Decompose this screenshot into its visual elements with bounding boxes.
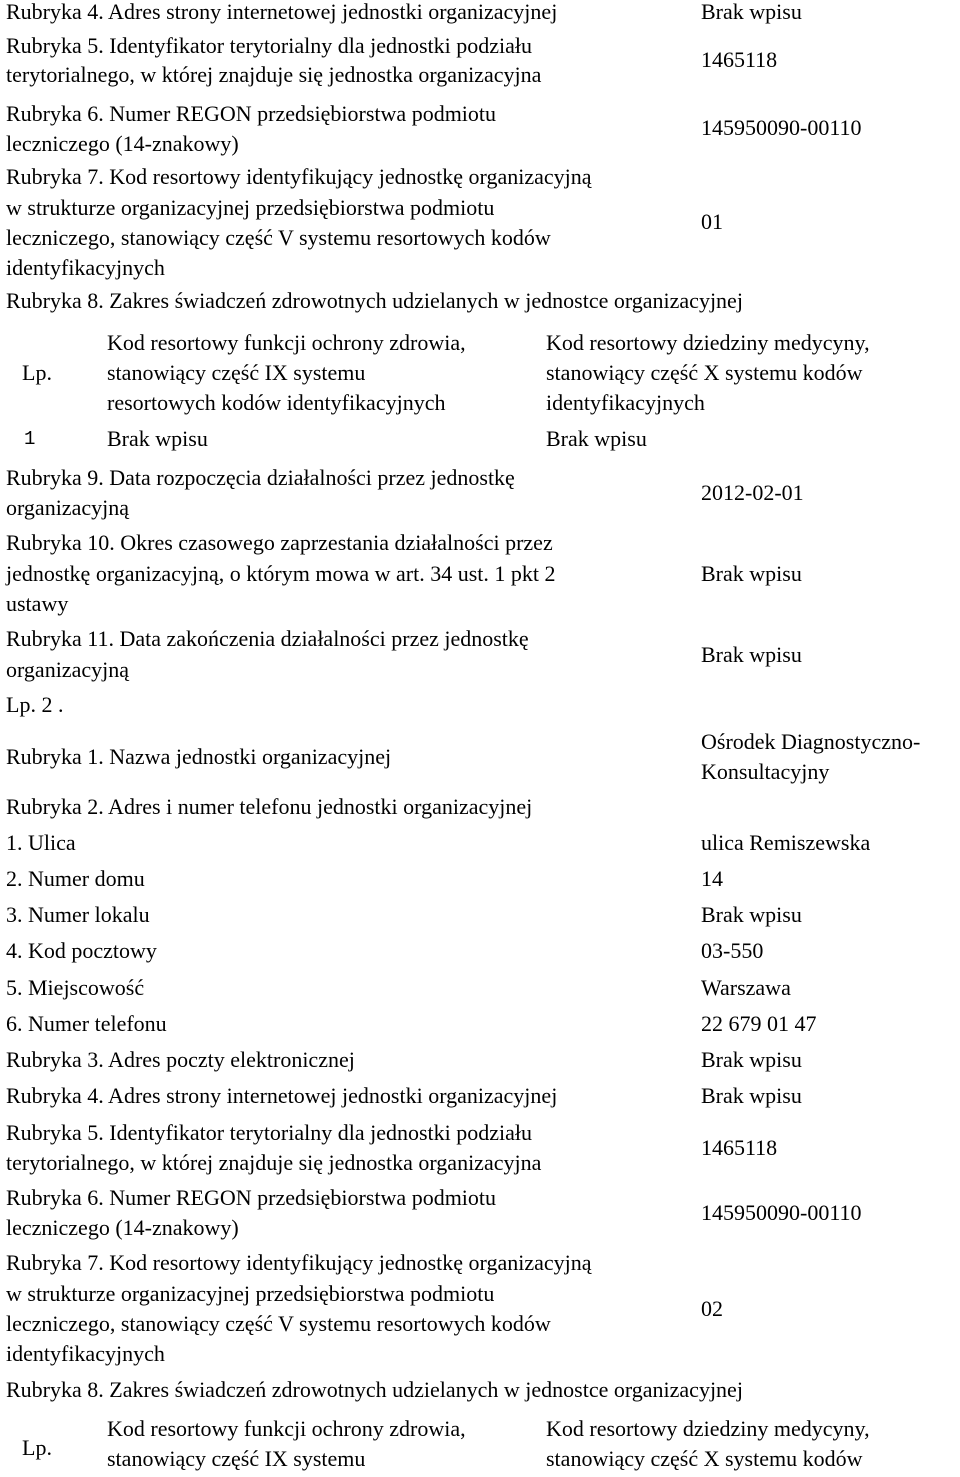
rubryka-10-label-line2: jednostkę organizacyjną, o którym mowa w art. 34 ust. 1 pkt 2 xyxy=(6,561,556,586)
unit-2-name-line1: Ośrodek Diagnostyczno- xyxy=(701,729,921,754)
rubryka-11-label-line2: organizacyjną xyxy=(6,657,129,682)
table2-header-ix-line1: Kod resortowy funkcji ochrony zdrowia, xyxy=(107,1416,466,1441)
rubryka-11-value: Brak wpisu xyxy=(701,642,802,667)
rubryka-6-label-line1: Rubryka 6. Numer REGON przedsiębiorstwa podmiotu xyxy=(6,101,497,126)
unit-2-rubryka-4-value: Brak wpisu xyxy=(701,1083,802,1108)
rubryka-9-label-line2: organizacyjną xyxy=(6,495,129,520)
address-value-telefon: 22 679 01 47 xyxy=(701,1011,817,1036)
rubryka-8-label: Rubryka 8. Zakres świadczeń zdrowotnych udzielanych w jednostce organizacyjnej xyxy=(6,288,743,313)
unit-2-rubryka-7-label-line4: identyfikacyjnych xyxy=(6,1341,165,1366)
table1-header-ix-line1: Kod resortowy funkcji ochrony zdrowia, xyxy=(107,330,466,355)
unit-2-rubryka-6-label-line2: leczniczego (14-znakowy) xyxy=(6,1215,239,1240)
unit-2-rubryka-2-label: Rubryka 2. Adres i numer telefonu jednostki organizacyjnej xyxy=(6,794,533,819)
unit-2-rubryka-3-value: Brak wpisu xyxy=(701,1047,802,1072)
unit-2-rubryka-6-value: 145950090-00110 xyxy=(701,1200,862,1225)
rubryka-6-value: 145950090-00110 xyxy=(701,115,862,140)
rubryka-7-label-line2: w strukturze organizacyjnej przedsiębiorstwa podmiotu xyxy=(6,195,495,220)
table2-header-x-line2: stanowiący część X systemu kodów xyxy=(546,1446,863,1471)
unit-2-rubryka-8-label: Rubryka 8. Zakres świadczeń zdrowotnych udzielanych w jednostce organizacyjnej xyxy=(6,1377,743,1402)
address-value-ulica: ulica Remiszewska xyxy=(701,830,871,855)
table1-header-ix-line3: resortowych kodów identyfikacyjnych xyxy=(107,390,446,415)
address-label-kod-pocztowy: 4. Kod pocztowy xyxy=(6,938,157,963)
unit-2-rubryka-7-value: 02 xyxy=(701,1296,723,1321)
unit-2-rubryka-6-label-line1: Rubryka 6. Numer REGON przedsiębiorstwa podmiotu xyxy=(6,1185,497,1210)
rubryka-11-label-line1: Rubryka 11. Data zakończenia działalności przez jednostkę xyxy=(6,626,529,651)
table1-header-x-line3: identyfikacyjnych xyxy=(546,390,705,415)
address-value-numer-lokalu: Brak wpisu xyxy=(701,902,802,927)
rubryka-7-label-line3: leczniczego, stanowiący część V systemu resortowych kodów xyxy=(6,225,551,250)
address-value-numer-domu: 14 xyxy=(701,866,723,891)
unit-2-rubryka-4-label: Rubryka 4. Adres strony internetowej jednostki organizacyjnej xyxy=(6,1083,558,1108)
unit-2-rubryka-1-label: Rubryka 1. Nazwa jednostki organizacyjnej xyxy=(6,744,392,769)
address-value-kod-pocztowy: 03-550 xyxy=(701,938,764,963)
rubryka-7-label-line1: Rubryka 7. Kod resortowy identyfikujący jednostkę organizacyjną xyxy=(6,164,592,189)
address-label-numer-lokalu: 3. Numer lokalu xyxy=(6,902,150,927)
unit-2-rubryka-5-label-line1: Rubryka 5. Identyfikator terytorialny dla jednostki podziału xyxy=(6,1120,533,1145)
address-label-miejscowosc: 5. Miejscowość xyxy=(6,975,145,1000)
table2-header-ix-line2: stanowiący część IX systemu xyxy=(107,1446,366,1471)
rubryka-9-value: 2012-02-01 xyxy=(701,480,804,505)
unit-2-rubryka-7-label-line1: Rubryka 7. Kod resortowy identyfikujący jednostkę organizacyjną xyxy=(6,1250,592,1275)
rubryka-6-label-line2: leczniczego (14-znakowy) xyxy=(6,131,239,156)
unit-2-rubryka-7-label-line3: leczniczego, stanowiący część V systemu resortowych kodów xyxy=(6,1311,551,1336)
table1-row-lp: 1 xyxy=(24,428,36,450)
rubryka-10-value: Brak wpisu xyxy=(701,561,802,586)
rubryka-5-label-line1: Rubryka 5. Identyfikator terytorialny dla jednostki podziału xyxy=(6,33,533,58)
table1-row-x: Brak wpisu xyxy=(546,426,647,451)
rubryka-9-label-line1: Rubryka 9. Data rozpoczęcia działalności przez jednostkę xyxy=(6,465,515,490)
table1-header-x-line2: stanowiący część X systemu kodów xyxy=(546,360,863,385)
rubryka-5-value: 1465118 xyxy=(701,47,778,72)
table1-header-x-line1: Kod resortowy dziedziny medycyny, xyxy=(546,330,870,355)
table2-header-lp: Lp. xyxy=(22,1435,52,1460)
unit-2-rubryka-3-label: Rubryka 3. Adres poczty elektronicznej xyxy=(6,1047,355,1072)
rubryka-10-label-line3: ustawy xyxy=(6,591,69,616)
table1-header-lp: Lp. xyxy=(22,360,52,385)
rubryka-5-label-line2: terytorialnego, w której znajduje się jednostka organizacyjna xyxy=(6,62,542,87)
table1-header-ix-line2: stanowiący część IX systemu xyxy=(107,360,366,385)
address-label-numer-domu: 2. Numer domu xyxy=(6,866,145,891)
unit-2-lp: Lp. 2 . xyxy=(6,692,64,717)
address-label-telefon: 6. Numer telefonu xyxy=(6,1011,167,1036)
rubryka-7-value: 01 xyxy=(701,209,723,234)
address-label-ulica: 1. Ulica xyxy=(6,830,76,855)
address-value-miejscowosc: Warszawa xyxy=(701,975,791,1000)
rubryka-4-label: Rubryka 4. Adres strony internetowej jednostki organizacyjnej xyxy=(6,0,558,24)
table2-header-x-line1: Kod resortowy dziedziny medycyny, xyxy=(546,1416,870,1441)
unit-2-rubryka-7-label-line2: w strukturze organizacyjnej przedsiębiorstwa podmiotu xyxy=(6,1281,495,1306)
rubryka-7-label-line4: identyfikacyjnych xyxy=(6,255,165,280)
unit-2-rubryka-5-label-line2: terytorialnego, w której znajduje się jednostka organizacyjna xyxy=(6,1150,542,1175)
rubryka-4-value: Brak wpisu xyxy=(701,0,802,24)
unit-2-rubryka-5-value: 1465118 xyxy=(701,1135,778,1160)
table1-row-ix: Brak wpisu xyxy=(107,426,208,451)
rubryka-10-label-line1: Rubryka 10. Okres czasowego zaprzestania działalności przez xyxy=(6,530,553,555)
unit-2-name-line2: Konsultacyjny xyxy=(701,759,830,784)
